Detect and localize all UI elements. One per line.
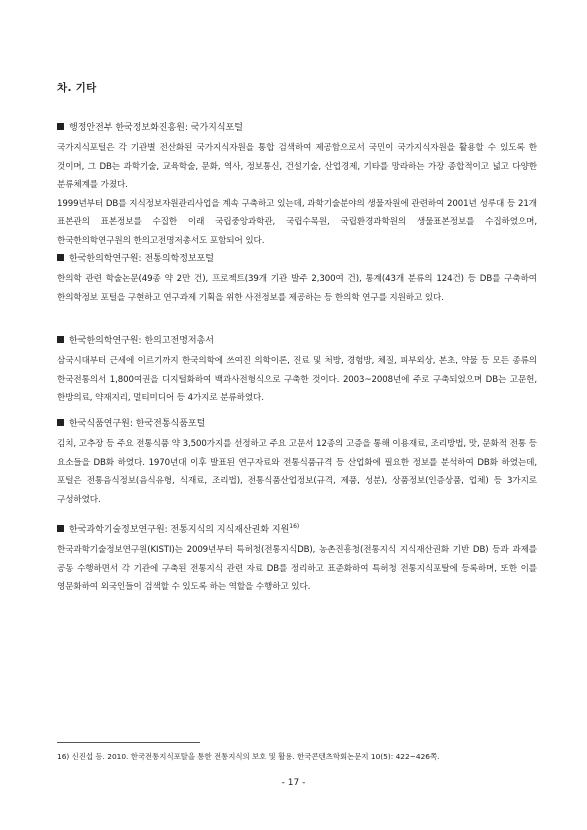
paragraph: 삼국시대부터 근세에 이르기까지 한국의학에 쓰여진 의학이론, 진료 및 처방, 경험방, 체질, 피부외상, 본초, 약물 등 모든 종류의 한국전통의서 1,800여권을 디지털화하여 백과사전형식으로 구축한 것이다. 2003~2008년에 주로 구축되었으며 DB는 고문헌, 한방의료, 약재지리, 멀티미디어 등 4가지로 분류하였다.	[57, 356, 537, 404]
section-traditional-medicine-portal	[57, 252, 537, 307]
section-national-knowledge-portal	[57, 121, 537, 251]
page-number: - 17 -	[281, 778, 306, 788]
paragraph: 한의학 관련 학술논문(49종 약 2만 건), 프로젝트(39개 기관 발주 2,300여 건), 통계(43개 분류의 124건) 등 DB를 구축하여 한의학정보 포털을 구현하고 연구과제 기획을 위한 사전정보를 제공하는 등 한의학 연구를 지원하고 있다.	[57, 274, 537, 303]
section-kisti-ip-support	[57, 519, 537, 597]
square-bullet-icon	[57, 254, 64, 261]
section-title	[57, 417, 537, 432]
section-title-text: 한국과학기술정보연구원: 전통지식의 지식재산권화 지원	[69, 525, 290, 535]
section-title	[57, 334, 537, 349]
section-title	[57, 252, 537, 267]
section-title-text: 한국한의학연구원: 전통의학정보포털	[69, 254, 214, 264]
section-title-text: 행정안전부 한국정보화진흥원: 국가지식포털	[69, 123, 243, 133]
section-heading: 차. 기타	[57, 82, 97, 94]
section-title-text: 한국식품연구원: 한국전통식품포털	[69, 419, 206, 429]
square-bullet-icon	[57, 419, 64, 426]
square-bullet-icon	[57, 336, 64, 343]
paragraph: 한국과학기술정보연구원(KISTI)는 2009년부터 특허청(전통지식DB), 농촌진흥청(전통지식 지식재산권화 기반 DB) 등과 과제를 공동 수행하면서 각 기관에 구축된 전통지식 관련 자료 DB를 정리하고 표준화하여 특허청 전통지식포탈에 등록하며, 또한 이를 영문화하여 외국인들이 검색할 수 있도록 하는 역할을 수행하고 있다.	[57, 545, 537, 593]
paragraph: 1999년부터 DB를 지식정보자원관리사업을 계속 구축하고 있는데, 과학기술분야의 생물자원에 관련하여 2001년 성루대 등 21개 표본관의 표본정보를 수집한 이래 국립중앙과학관, 국립수목원, 국립환경과학원의 생물표본정보를 수집하였으며, 한국한의학연구원의 한의고전명저총서도 포함되어 있다.	[57, 198, 537, 246]
footnote-marker[interactable]: 16)	[289, 523, 300, 530]
square-bullet-icon	[57, 123, 64, 130]
footnote: 16) 신진섭 등. 2010. 한국전통지식포탈을 통한 전통지식의 보호 및 활용. 한국콘텐츠학회논문지 10(5): 422~426쪽.	[57, 752, 440, 761]
footnote-divider	[57, 742, 200, 743]
section-title	[57, 121, 537, 136]
paragraph: 김치, 고추장 등 주요 전통식품 약 3,500가지를 선정하고 주요 고문서 12종의 고증을 통해 이용재료, 조리방법, 맛, 문화적 전통 등 요소들을 DB화 하였다. 1970년대 이후 발표된 연구자료와 전통식품규격 등 산업화에 필요한 정보를 분석하여 DB화 하였는데, 포털은 전통음식정보(음식유형, 식재료, 조리법), 전통식품산업정보(규격, 제품, 성분), 상품정보(인증상품, 업체) 등 3가지로 구성하였다.	[57, 439, 537, 505]
section-title	[57, 519, 537, 538]
paragraph: 국가지식포털은 각 기관별 전산화된 국가지식자원을 통합 검색하여 제공함으로서 국민이 국가지식자원을 활용할 수 있도록 한 것이며, 그 DB는 과학기술, 교육학술, 문화, 역사, 정보통신, 건설기술, 산업경제, 기타를 망라하는 가장 종합적이고 넓고 다양한 분류체계를 가졌다.	[57, 143, 537, 191]
section-classic-medical-books	[57, 334, 537, 408]
section-title-text: 한국한의학연구원: 한의고전명저총서	[69, 336, 214, 346]
square-bullet-icon	[57, 525, 64, 532]
section-traditional-food-portal	[57, 417, 537, 509]
